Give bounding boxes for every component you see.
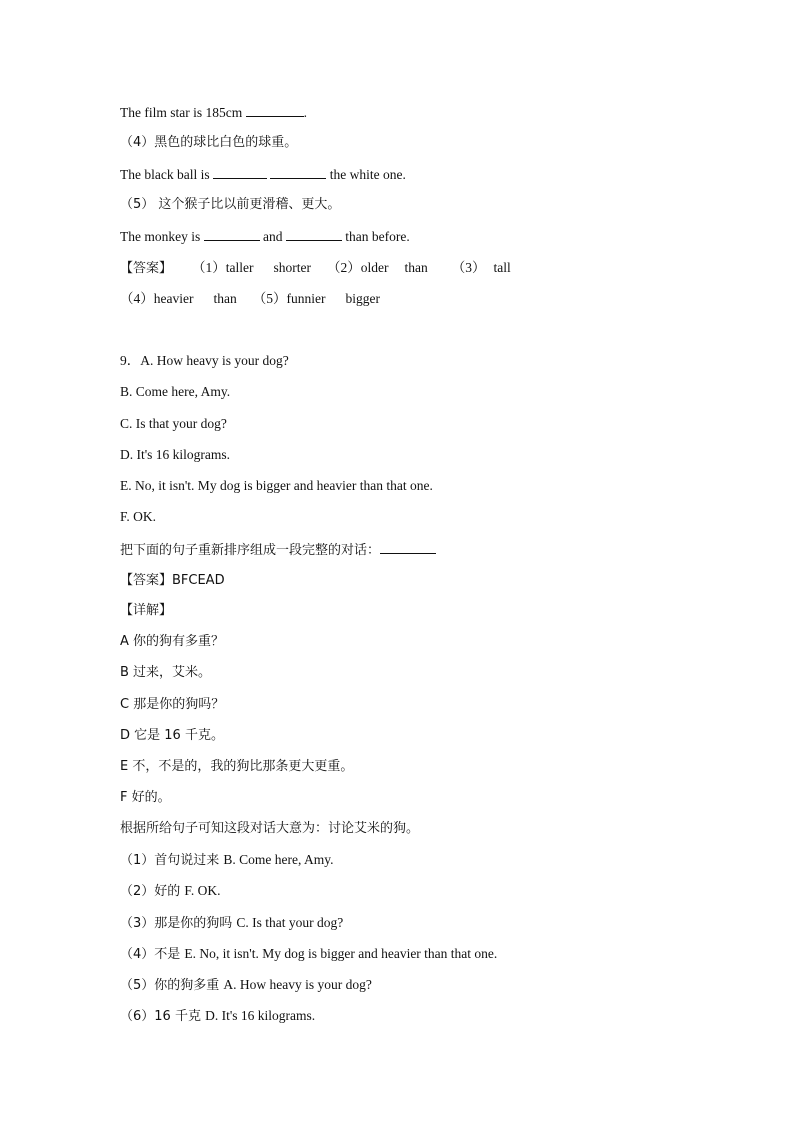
step-cn: （4）不是 [120, 947, 185, 962]
film-star-sentence [120, 103, 307, 122]
step-en: A. How heavy is your dog? [223, 977, 372, 992]
translation-f: F 好的。 [120, 790, 171, 805]
step-cn: （6）16 千克 [120, 1009, 206, 1024]
item-5-chinese: （5） 这个猴子比以前更滑稽、更大。 [120, 197, 341, 212]
step-en: D. It's 16 kilograms. [205, 1008, 316, 1023]
q9-detail-label: 【详解】 [120, 603, 173, 618]
dialogue-summary: 根据所给句子可知这段对话大意为：讨论艾米的狗。 [120, 821, 420, 836]
answer-label: 【答案】 [120, 261, 173, 276]
translation-e: E 不，不是的，我的狗比那条更大更重。 [120, 759, 354, 774]
step-en: F. OK. [184, 883, 221, 898]
step-cn: （5）你的狗多重 [120, 978, 224, 993]
answer-item: tall [493, 260, 511, 275]
sentence-text: The film star is 185cm [120, 105, 243, 120]
sentence-text: The monkey is [120, 229, 201, 244]
answer-item: bigger [345, 291, 380, 306]
answer-item: （5）funnier [252, 291, 326, 306]
q8-answer-row-2 [120, 290, 380, 308]
step-3 [120, 914, 343, 933]
question-number: 9． [120, 353, 141, 368]
answer-item: （3） [451, 260, 486, 275]
step-1 [120, 851, 334, 870]
step-5 [120, 976, 372, 995]
step-2 [120, 882, 220, 901]
item-4-chinese: （4）黑色的球比白色的球重。 [120, 135, 298, 150]
answer-item: （2）older [327, 260, 389, 275]
answer-blank [380, 540, 436, 554]
step-cn: （2）好的 [120, 884, 185, 899]
answer-item: shorter [273, 260, 311, 275]
translation-b: B 过来，艾米。 [120, 665, 212, 680]
instruction-text: 把下面的句子重新排序组成一段完整的对话： [120, 543, 381, 558]
q9-option-c: C. Is that your dog? [120, 416, 227, 431]
q9-answer [120, 571, 225, 590]
answer-blank [286, 227, 342, 241]
step-en: B. Come here, Amy. [223, 852, 334, 867]
q8-answer-row-1 [120, 259, 511, 278]
answer-blank [246, 103, 304, 117]
sentence-text: and [263, 229, 283, 244]
step-en: C. Is that your dog? [236, 915, 344, 930]
step-4 [120, 945, 497, 964]
q9-option-a [120, 352, 289, 370]
answer-blank [270, 165, 326, 179]
answer-item: （1）taller [192, 260, 254, 275]
translation-a: A 你的狗有多重？ [120, 634, 225, 649]
answer-item: than [213, 291, 237, 306]
q9-option-b: B. Come here, Amy. [120, 384, 231, 399]
option-text: A. How heavy is your dog? [140, 353, 289, 368]
black-ball-sentence [120, 165, 406, 184]
step-6 [120, 1007, 315, 1026]
step-en: E. No, it isn't. My dog is bigger and heavier than that one. [184, 946, 498, 961]
sentence-text: than before. [345, 229, 410, 244]
translation-d: D 它是 16 千克。 [120, 728, 224, 743]
sentence-end: . [303, 105, 307, 120]
q9-option-f: F. OK. [120, 509, 157, 524]
answer-blank [213, 165, 267, 179]
step-cn: （1）首句说过来 [120, 853, 224, 868]
answer-item: （4）heavier [120, 291, 194, 306]
answer-text: 【答案】BFCEAD [120, 573, 225, 588]
answer-blank [204, 227, 260, 241]
q9-option-e: E. No, it isn't. My dog is bigger and heavier than that one. [120, 478, 433, 493]
step-cn: （3）那是你的狗吗 [120, 916, 237, 931]
answer-item: than [404, 260, 428, 275]
q9-option-d: D. It's 16 kilograms. [120, 447, 231, 462]
sentence-text: The black ball is [120, 167, 210, 182]
q9-instruction [120, 540, 436, 560]
translation-c: C 那是你的狗吗？ [120, 697, 225, 712]
sentence-text: the white one. [329, 167, 406, 182]
monkey-sentence [120, 227, 410, 246]
